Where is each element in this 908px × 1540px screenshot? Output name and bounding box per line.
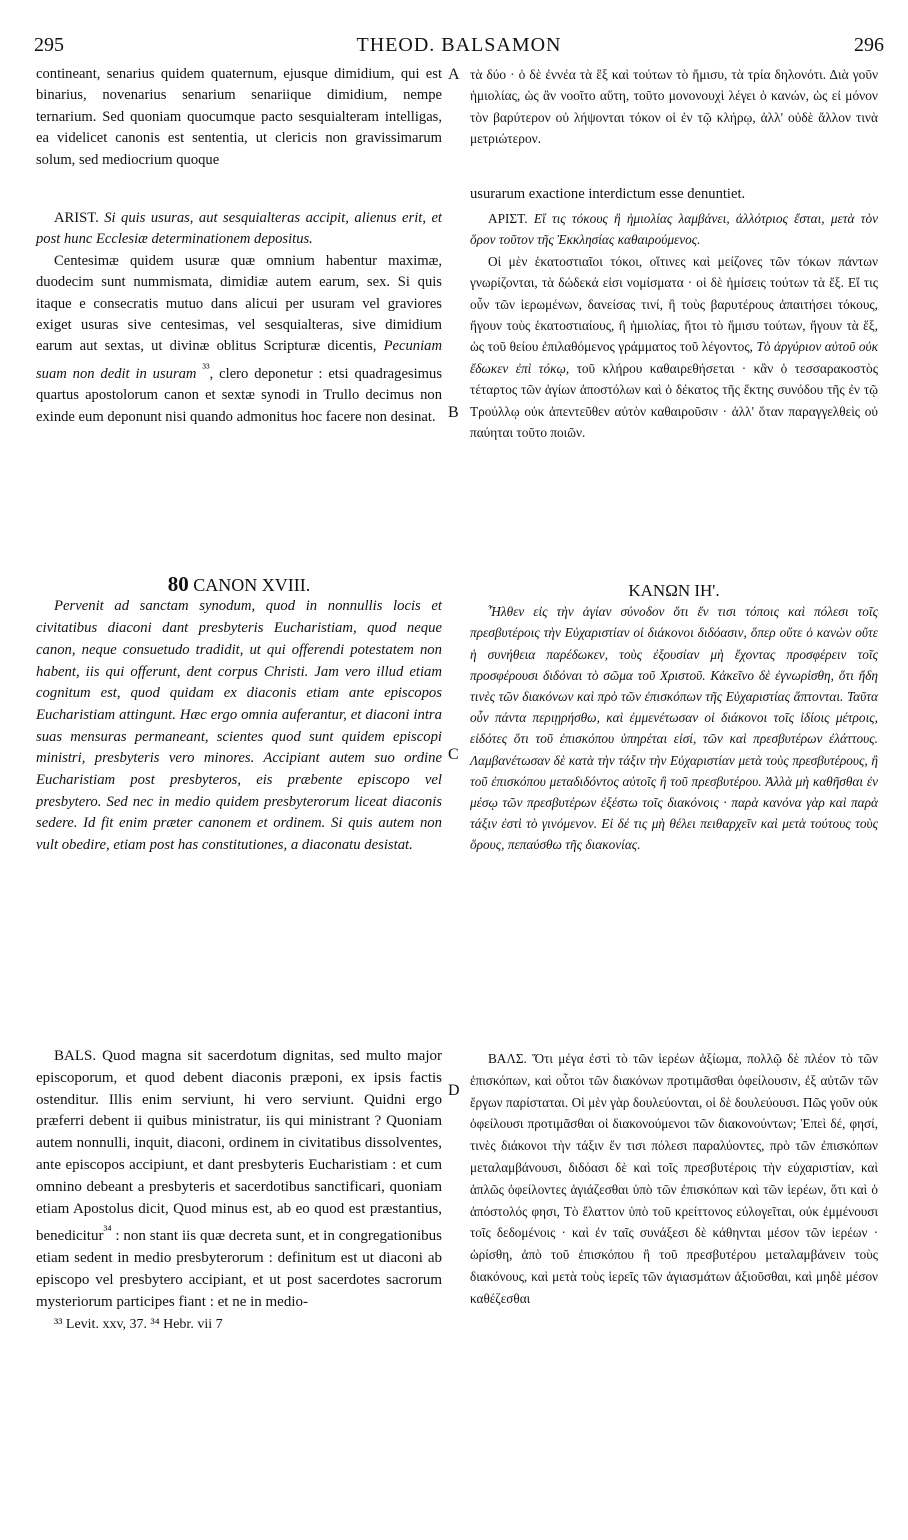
greek-commentary-paragraph	[470, 251, 878, 444]
greek-commentary-text: Οἱ μὲν ἑκατοστιαῖοι τόκοι, οἵτινες καὶ μείζονες τῶν τόκων πάντων γνωρίζονται, τὰ δώδεκά εἰσι νομίσματα · οἱ δὲ ἡμίσεις τούτων τὰ ἕξ. Εἴ τις οὖν τῶν ἱερωμένων, δανείσας τινί, ἢ τοὺς βαρυτέρους ἀπαιτήσει τόκους, ἤγουν τοὺς ἑκατοστιαίους, ἢ ἡμιολίας, ἤτοι τὸ ἥμισυ τούτων, ἤγουν τὰ ἕξ, ὡς τοῦ θείου ἐπιλαθόμενος γράμματος τοῦ λέγοντος,	[470, 253, 878, 355]
latin-commentary-paragraph	[36, 251, 442, 428]
greek-block-1	[470, 64, 878, 150]
latin-aristenus-label: ARIST.	[54, 210, 99, 226]
latin-balsamon-paragraph	[36, 1046, 442, 1314]
greek-shared-line-block	[470, 184, 878, 205]
latin-aristenus-paragraph	[36, 208, 442, 251]
latin-canon-text: Pervenit ad sanctam synodum, quod in nonnullis locis et civitatibus diaconi dant presbyteris Eucharistiam, quod neque canon, neque consuetudo tradidit, ut qui offerendi potestatem non habent, iis qui offerunt, dent corpus Christi. Jam vero illud etiam cognitum est, quod quidam ex diaconis etiam ante episcopos Eucharistiam attingunt. Hæc ergo omnia auferantur, et diaconi intra suas mensuras permaneant, scientes quod sunt quidem episcopi ministri, presbyteris vero minores. Accipiant autem suo ordine Eucharistiam post presbyteros, eis præbente episcopo vel presbytero. Sed nec in medio quidem presbyterorum liceat diaconis sedere. Id fit enim præter canonem et ordinem. Si quis autem non vult obedire, etiam post has constitutiones, a diaconatu desistat.	[36, 598, 442, 854]
latin-footnotes: ³³ Levit. xxv, 37. ³⁴ Hebr. vii 7	[54, 1316, 223, 1332]
greek-aristenus-text: Εἴ τις τόκους ἢ ἡμιολίας λαμβάνει, ἀλλότριος ἔσται, μετὰ τὸν ὅρον τοῦτον τῆς Ἐκκλησίας καθαιρούμενος.	[470, 211, 878, 248]
latin-footnote-ref-33: ³³	[202, 360, 210, 375]
latin-commentary-text: Centesimæ quidem usuræ quæ omnium habentur maximæ, duodecim sunt nummismata, dimidiæ autem earum, sex. Si quis itaque e consecratis mutuo dans alicui per usuram vel graviores exiget usuras sive centesimas, vel sesquialteras, sive dimidium earum aut sextas, ut divinæ oblitus Scripturæ dicentis,	[36, 252, 442, 355]
running-header	[34, 34, 884, 60]
greek-block-2	[470, 208, 878, 443]
latin-balsamon-rest: : non stant iis quæ decreta sunt, et in congregationibus etiam sedent in medio presbyterorum : definitum est ut diaconi ab episcopo vel presbytero accipiant, et ut post sacerdotes sacrorum mysteriorum participes fiant : et ne in medio-	[36, 1228, 442, 1310]
latin-aristenus-text: Si quis usuras, aut sesquialteras accipit, alienus erit, et post hunc Ecclesiæ determinationem depositus.	[36, 210, 442, 248]
latin-block-1	[36, 64, 442, 171]
latin-commentary-rest: , clero deponetur : etsi quadragesimus quartus apostolorum canon et sextæ synodi in Trullo decimus non exinde eum deponunt nisi quando admonitus hoc facere non desinat.	[36, 365, 442, 425]
latin-canon-heading	[36, 574, 442, 596]
greek-aristenus-label: ΑΡΙΣΤ.	[488, 211, 528, 226]
latin-block-2	[36, 208, 442, 428]
greek-scripture-quote: Τὸ ἀργύριον αὐτοῦ οὐκ ἔδωκεν ἐπὶ τόκῳ,	[470, 339, 879, 376]
greek-canon-block	[470, 580, 878, 856]
margin-letter-b: B	[448, 404, 459, 421]
greek-paragraph-1: τὰ δύο · ὁ δὲ ἐννέα τὰ ἓξ καὶ τούτων τὸ ἥμισυ, τὰ τρία δηλονότι. Διὰ γοῦν ἡμιολίας, ὡς ἂν νοοῖτο αὕτη, τοῦτο μονονουχὶ λέγει ὁ κανών, ὡς εἰ μόνον τὸν βαρύτερον οὐ λήψονται τόκον οἱ ἐν τῷ κλήρῳ, ἀλλ' οὐδὲ ἄλλον τινὰ μετριώτερον.	[470, 67, 878, 147]
latin-canon-block	[36, 574, 442, 857]
latin-balsamon-label: BALS.	[54, 1048, 97, 1064]
margin-letter-c: C	[448, 746, 459, 763]
page-number-right: 296	[854, 34, 884, 56]
margin-letter-d: D	[448, 1082, 460, 1099]
greek-aristenus-paragraph	[470, 208, 878, 251]
latin-canon-title: CANON XVIII.	[193, 575, 311, 595]
greek-commentary-rest: τοῦ κλήρου καθαιρεθήσεται · κἂν ὁ τεσσαρακοστὸς τέταρτος τῶν ἁγίων ἀποστόλων καὶ ὁ δέκατος τῆς ἕκτης συνόδου τῆς ἐν τῷ Τρούλλῳ οὐκ ἀπεντεῦθεν αὐτὸν καθαιροῦσιν · ἀλλ' ὅταν παραγγελθεὶς οὐ παύηται τοῦτο ποιῶν.	[470, 360, 878, 441]
greek-balsamon-block	[470, 1048, 878, 1310]
greek-balsamon-text: Ὅτι μέγα ἐστὶ τὸ τῶν ἱερέων ἀξίωμα, πολλῷ δὲ πλέον τὸ τῶν ἐπισκόπων, καὶ οὗτοι τῶν διακόνων προτιμᾶσθαι ὀφείλουσιν, ἐξ αὐτῶν τῶν ἔργων παρίσταται. Οἱ μὲν γὰρ δουλεύονται, οἱ δὲ δουλεύουσι. Πῶς γοῦν οὐκ ὀφείλουσι προτιμᾶσθαι οἱ διακονούμενοι τῶν διακονούντων; Ἐπεὶ δέ, φησί, τινὲς διάκονοι τὴν τάξιν ἔν τισι πόλεσι παραλύοντες, πρὸ τῶν ἐπισκόπων μεταλαμβάνουσι, διδόασι δὲ καὶ τοῖς πρεσβυτέροις τὴν εὐχαριστίαν, καὶ ἁπλῶς ὀφείλοντες ἁγιάζεσθαι ὑπὸ τῶν ἐπισκόπων καὶ τῶν ἱερέων, ὅτι καὶ ὁ ἀπόστολός φησι, Τὸ ἔλαττον ὑπὸ τοῦ κρείττονος εὐλογεῖται, οὐκ ἐμμένουσι τοῖς δεδομένοις · καὶ ἐν ταῖς συνάξεσι δὲ κάθηνται μέσον τῶν ἱερέων · ὡρίσθη, ἀπὸ τοῦ ἐπισκόπου ἢ τοῦ πρεσβυτέρου μεταλαμβάνειν τοὺς διακόνους, καὶ μετὰ τοὺς ἱερεῖς τῶν ἁγιασμάτων ἀξιοῦσθαι, καὶ μηδὲ μέσον καθέζεσθαι	[470, 1051, 879, 1306]
column-number-80: 80	[167, 572, 189, 596]
latin-balsamon-text: Quod magna sit sacerdotum dignitas, sed multo major episcoporum, et quod debent diaconis præponi, ex ipsis factis ostenditur. Illis enim serviunt, hi vero serviunt. Quidni ergo præferri debent ii quibus ministratur, iis qui ministrant ? Quoniam autem nonnulli, inquit, diaconi, ordinem in civitatibus dissolventes, ante episcopos accipiunt, et dant presbyteris Eucharistiam : et cum omnino debeant a presbyteris et sacerdotibus sanctificari, quoniam etiam Apostolus dicit, Quod minus est, ab eo quod est præstantius, benedicitur	[36, 1048, 442, 1245]
greek-balsamon-label: ΒΑΛΣ.	[488, 1051, 527, 1066]
latin-balsamon-block	[36, 1046, 442, 1335]
greek-canon-text: Ἦλθεν εἰς τὴν ἁγίαν σύνοδον ὅτι ἔν τισι τόποις καὶ πόλεσι τοῖς πρεσβυτέροις τὴν Εὐχαριστίαν οἱ διάκονοι διδόασιν, ὅπερ οὔτε ὁ κανὼν οὔτε ἡ συνήθεια παρέδωκεν, τοὺς ἐξουσίαν μὴ ἔχοντας προσφέρειν τοῖς προσφέρουσι διδόναι τὸ σῶμα τοῦ Χριστοῦ. Κἀκεῖνο δὲ ἐγνωρίσθη, ὅτι ἤδη τινὲς τῶν διακόνων καὶ πρὸ τῶν ἐπισκόπων τῆς Εὐχαριστίας ἅπτονται. Ταῦτα οὖν πάντα περιῃρήσθω, καὶ ἐμμενέτωσαν οἱ διάκονοι τοῖς ἰδίοις μέτροις, εἰδότες ὅτι τοῦ ἐπισκόπου ὑπηρέται εἰσί, τῶν καὶ πρεσβυτέρων ἐλάττους. Λαμβανέτωσαν δὲ κατὰ τὴν τάξιν τὴν Εὐχαριστίαν μετὰ τοὺς πρεσβυτέρους, ἢ τοῦ ἐπισκόπου μεταδιδόντος αὐτοῖς ἢ τοῦ πρεσβυτέρου. Ἀλλὰ μὴ καθῆσθαι ἐν μέσῳ τῶν πρεσβυτέρων ἐξέστω τοῖς διακόνοις · παρὰ κανόνα γὰρ καὶ παρὰ τάξιν ἐστὶ τὸ γινόμενον. Εἰ δέ τις μὴ θέλει πειθαρχεῖν καὶ μετὰ τούτους τοὺς ὅρους, πεπαύσθω τῆς διακονίας.	[470, 604, 878, 853]
latin-scripture-quote: Pecuniam suam non dedit in usuram	[36, 338, 442, 382]
page-number-left: 295	[34, 34, 64, 56]
latin-paragraph-1: contineant, senarius quidem quaternum, ejusque dimidium, qui est binarius, novenarius senarium senariique dimidium, nempe ternarium. Sed quoniam quocumque pacto sesquialteram intelligas, ea videlicet canonis est sententia, ut clericis non gravissimarum solum, sed mediocrium quoque	[36, 66, 442, 168]
greek-canon-title: ΚΑΝΩΝ ΙΗ'.	[628, 581, 720, 600]
greek-balsamon-paragraph	[470, 1048, 878, 1310]
latin-footnote-ref-34: ³⁴	[103, 1223, 112, 1238]
running-title: THEOD. BALSAMON	[356, 34, 562, 56]
margin-letter-a: A	[448, 66, 460, 83]
latin-continuation-line: usurarum exactione interdictum esse denuntiet.	[470, 186, 746, 202]
